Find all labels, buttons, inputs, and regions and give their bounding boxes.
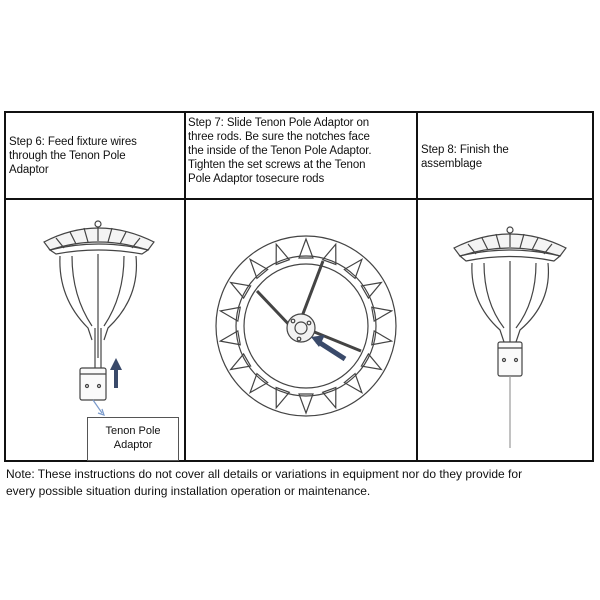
column-divider-2 [416, 113, 418, 460]
step7-line-1: Step 7: Slide Tenon Pole Adaptor on [188, 117, 370, 129]
installation-note [6, 466, 591, 500]
tenon-adaptor-top-view-drawing [211, 231, 401, 421]
instruction-table [4, 111, 594, 462]
step7-line-4: Tighten the set screws at the Tenon [188, 159, 366, 171]
note-line-2: every possible situation during installation operation or maintenance. [6, 484, 371, 498]
step8-line-1: Step 8: Finish the [421, 144, 509, 156]
step6-line-2: through the Tenon Pole [9, 150, 126, 162]
up-arrow-icon [110, 358, 122, 388]
callout-line-1: Tenon Pole [105, 425, 161, 437]
row-divider [6, 198, 592, 200]
step7-line-3: the inside of the Tenon Pole Adaptor. [188, 145, 372, 157]
step8-text [421, 143, 509, 171]
step6-text [9, 135, 137, 177]
step7-line-2: three rods. Be sure the notches face [188, 131, 370, 143]
tenon-pole-adaptor-callout [87, 417, 179, 461]
fixture-assembled-drawing [446, 218, 576, 458]
note-line-1: Note: These instructions do not cover all details or variations in equipment nor do they provide for [6, 467, 523, 481]
step6-line-1: Step 6: Feed fixture wires [9, 136, 137, 148]
callout-line-2: Adaptor [113, 439, 153, 451]
step7-text [188, 116, 371, 186]
step6-line-3: Adaptor [9, 164, 49, 176]
column-divider-1 [184, 113, 186, 460]
step7-line-5: Pole Adaptor tosecure rods [188, 173, 325, 185]
step8-line-2: assemblage [421, 158, 483, 170]
